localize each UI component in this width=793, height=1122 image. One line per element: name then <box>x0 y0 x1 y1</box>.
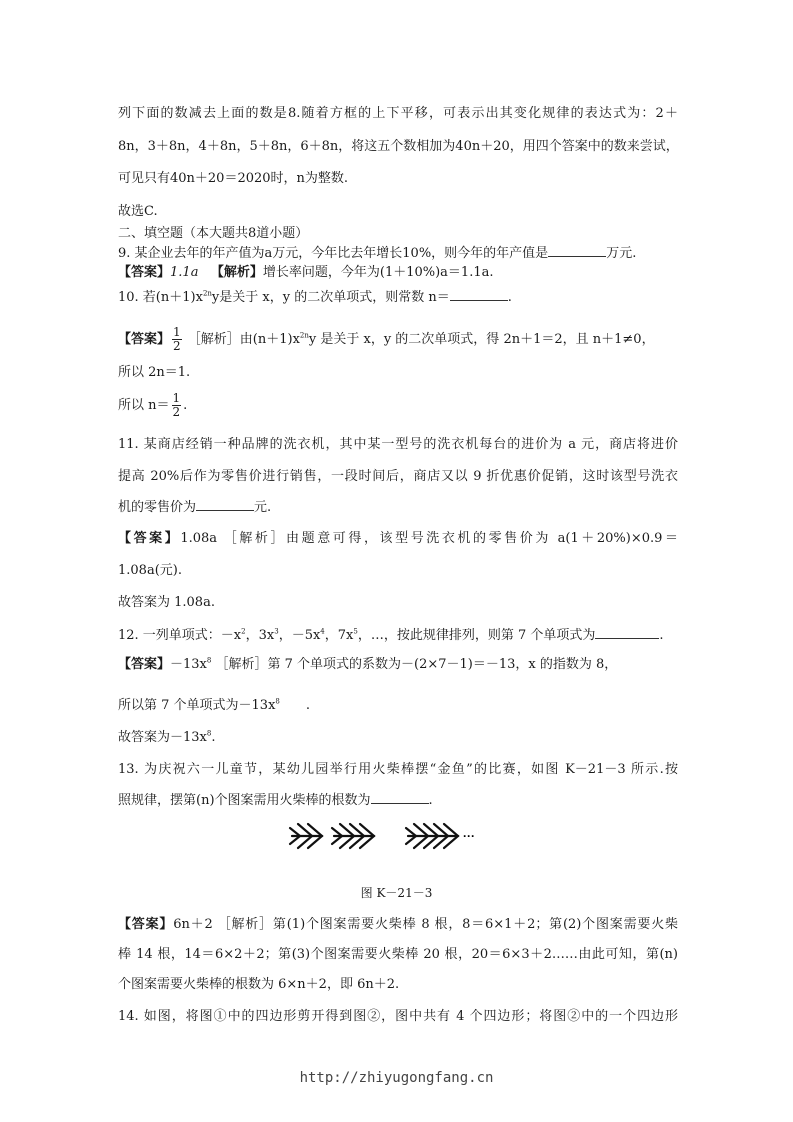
fish-pattern-3 <box>406 824 458 848</box>
fish-pattern-2 <box>332 824 374 848</box>
question-14: 14. 如图，将图①中的四边形剪开得到图②，图中共有 4 个四边形；将图②中的一个四边形 <box>118 1009 678 1024</box>
question-10: 10. 若$(n+1)x^{2n}y$是关于 x，y 的二次单项式，则常数 n＝ . <box>118 289 512 305</box>
answer-12: 【答案】$-13x^8$ ［解析］第 7 个单项式的系数为－(2×7－1)＝－13，x 的指数为 8， <box>118 656 618 672</box>
text-line: 照规律，摆第(n)个图案需用火柴棒的根数为 . <box>118 793 433 808</box>
text-line: 个图案需要火柴棒的根数为 6×n＋2，即 6n＋2. <box>118 977 400 992</box>
text-line: 可见只有40n＋20＝2020时，n为整数. <box>118 171 349 186</box>
text-line: 机的零售价为 元. <box>118 500 272 515</box>
answer-10: 【答案】 $\frac{1}{2}$ ［解析］由$(n+1)x^{2n}y$ 是关于 x，y 的二次单项式，得 2n＋1＝2，且 n＋1≠0， <box>118 325 655 353</box>
text-line: 所以 2n＝1. <box>118 365 191 380</box>
text-line: 故答案为$-13x^8$. <box>118 729 216 745</box>
answer-blank <box>548 244 606 257</box>
text-line: 所以第 7 个单项式为$-13x^8$ . <box>118 697 311 713</box>
question-12: 12. 一列单项式：$-x^2$，$3x^3$，$-5x^4$，$7x^5$，…，按此规律排列，则第 7 个单项式为 . <box>118 627 664 643</box>
question-9: 9. 某企业去年的年产值为a万元，今年比去年增长10%，则今年的年产值是 万元. <box>118 246 637 261</box>
footer-url: http://zhiyugongfang.cn <box>299 1070 494 1086</box>
text-line: 1.08a(元). <box>118 563 182 578</box>
question-13: 13. 为庆祝六一儿童节，某幼儿园举行用火柴棒摆“金鱼”的比赛，如图 K－21－3 所示.按 <box>118 762 678 777</box>
text-line: 所以 n＝ $\frac{1}{2}$ . <box>118 391 188 419</box>
answer-11: 【答案】1.08a ［解析］由题意可得，该型号洗衣机的零售价为 a(1＋20%)×0.9＝ <box>118 531 678 546</box>
answer-blank <box>595 626 659 639</box>
text-line: 故答案为 1.08a. <box>118 595 215 610</box>
text-line: 8n，3＋8n，4＋8n，5＋8n，6＋8n，将这五个数相加为40n＋20，用四个答案中的数来尝试， <box>118 139 679 154</box>
answer-blank <box>196 498 254 511</box>
text-line: 提高 20%后作为零售价进行销售，一段时间后，商店又以 9 折优惠价促销，这时该型号洗衣 <box>118 469 678 484</box>
fraction: $\frac{1}{2}$ <box>173 325 181 353</box>
figure-ellipsis: ··· <box>463 829 475 843</box>
text-line: 故选C. <box>118 204 158 219</box>
matchstick-fish-figure <box>288 818 508 868</box>
answer-blank <box>450 288 508 301</box>
answer-9: 【答案】1.1a 【解析】增长率问题，今年为(1＋10%)a＝1.1a. <box>118 265 494 280</box>
answer-blank <box>371 791 429 804</box>
figure-caption: 图 K－21－3 <box>360 886 433 900</box>
section-heading: 二、填空题（本大题共8道小题） <box>118 226 309 241</box>
fraction: $\frac{1}{2}$ <box>172 391 181 419</box>
question-11: 11. 某商店经销一种品牌的洗衣机，其中某一型号的洗衣机每台的进价为 a 元，商店将进价 <box>118 437 678 452</box>
text-line: 列下面的数减去上面的数是8.随着方框的上下平移，可表示出其变化规律的表达式为：2＋ <box>118 106 678 121</box>
text-line: 棒 14 根，14＝6×2＋2；第(3)个图案需要火柴棒 20 根，20＝6×3＋2……由此可知，第(n) <box>118 947 678 962</box>
answer-13: 【答案】6n＋2 ［解析］第(1)个图案需要火柴棒 8 根，8＝6×1＋2；第(2)个图案需要火柴 <box>118 917 678 932</box>
fish-pattern-1 <box>290 824 322 848</box>
